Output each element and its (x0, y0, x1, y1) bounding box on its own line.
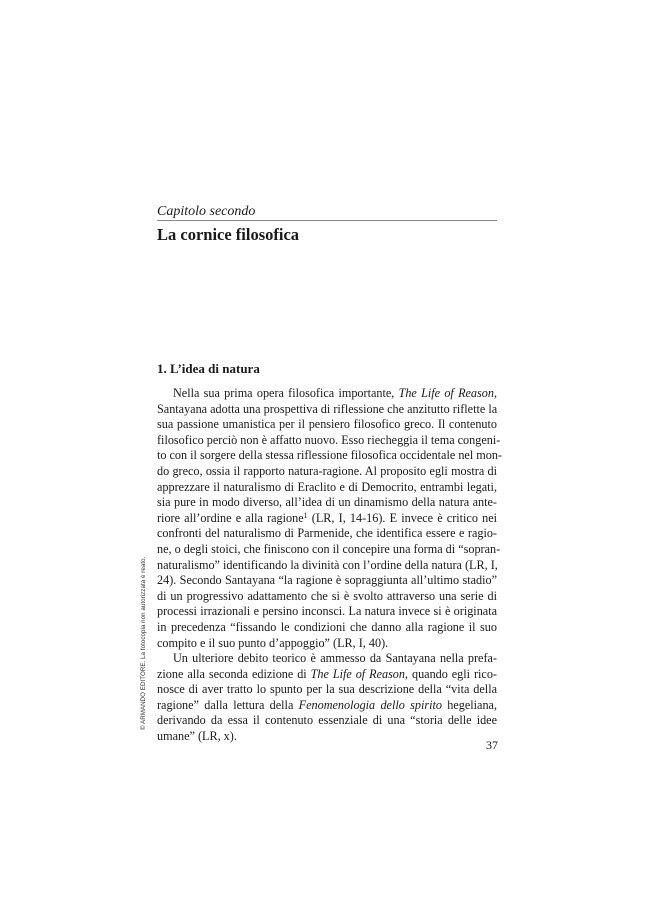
copyright-side-note: © ARMANDO EDITORE. La fotocopia non autorizzata è reato. (140, 556, 147, 730)
text-line: do greco, ossia il rapporto natura-ragione. Al proposito egli mostra di (157, 463, 497, 478)
text-line: apprezzare il naturalismo di Eraclito e di Democrito, entrambi legati, (157, 479, 497, 494)
text-line: 24). Secondo Santayana “la ragione è sopraggiunta all’ultimo stadio” (157, 573, 497, 588)
text-line: in precedenza “fissando le condizioni che danno alla ragione il suo (157, 619, 497, 634)
text-line: riore all’ordine e alla ragione$^1$ (LR, I, 14-16). E invece è critico nei (157, 510, 497, 525)
text-line: zione alla seconda edizione di The Life of Reason, quando egli rico- (157, 666, 497, 681)
text-line: sia pure in modo diverso, all’idea di un dinamismo della natura ante- (157, 495, 497, 510)
footnote-ref: 1 (303, 510, 308, 520)
work-title-ref: Fenomenologia dello spirito (298, 697, 442, 712)
text-line: derivando da essa il contenuto essenziale di una “storia delle idee (157, 713, 497, 728)
chapter-rule (157, 220, 497, 221)
text-line: Un ulteriore debito teorico è ammesso da Santayana nella prefa- (173, 651, 497, 666)
book-title-ref: The Life of Reason (310, 666, 405, 681)
text-line: confronti del naturalismo di Parmenide, che identifica essere e ragio- (157, 526, 497, 541)
text-line: filosofico perciò non è affatto nuovo. Esso riecheggia il tema congeni- (157, 432, 501, 447)
text-line: Santayana adotta una prospettiva di riflessione che anzitutto riflette la (157, 401, 498, 416)
section-heading: 1. L’idea di natura (157, 361, 260, 376)
chapter-title: La cornice filosofica (157, 225, 300, 244)
page-number: 37 (486, 738, 498, 752)
text-line: ragione” dalla lettura della Fenomenologia dello spirito hegeliana, (157, 697, 497, 712)
text-line: compito e il suo punto d’appoggio” (LR, I, 40). (157, 635, 389, 650)
text-line: ne, o degli stoici, che finiscono con il concepire una forma di “sopran- (157, 541, 501, 556)
text-line: nosce di aver tratto lo spunto per la sua descrizione della “vita della (157, 682, 497, 697)
text-line: to con il sorgere della stessa riflessione filosofica occidentale nel mon- (157, 448, 502, 463)
text-line: umane” (LR, x). (157, 729, 237, 744)
book-title-ref: The Life of Reason (398, 386, 494, 400)
chapter-label: Capitolo secondo (157, 204, 256, 219)
text-line: Nella sua prima opera filosofica importante, The Life of Reason, (173, 386, 497, 400)
text-line: processi irrazionali e persino inconsci. La natura invece si è originata (157, 604, 497, 619)
text-line: di un progressivo adattamento che si è svolto attraverso una serie di (157, 588, 497, 603)
text-line: naturalismo” identificando la divinità con l’ordine della natura (LR, I, (157, 557, 498, 572)
text-line: sua passione umanistica per il pensiero filosofico greco. Il contenuto (157, 417, 497, 432)
